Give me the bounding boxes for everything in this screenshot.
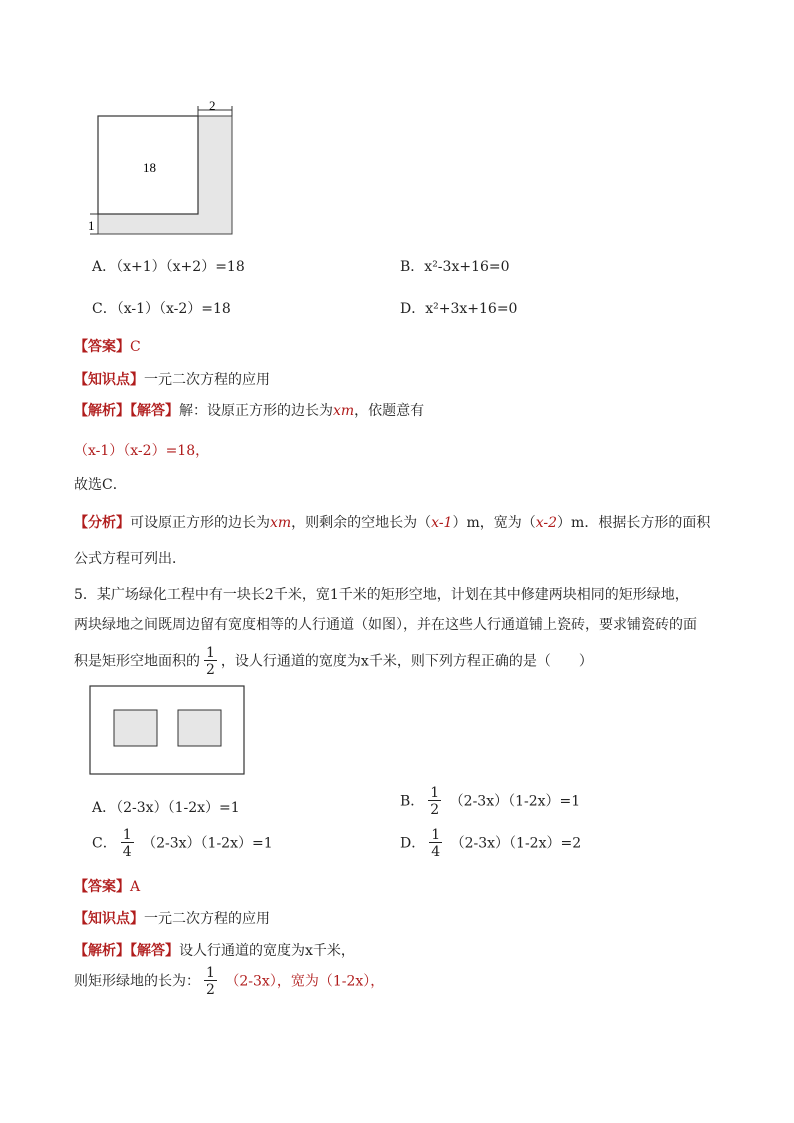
q5-stem-line2: 两块绿地之间既周边留有宽度相等的人行通道（如图），并在这些人行通道铺上瓷砖，要求铺瓷砖的面 (74, 617, 697, 633)
q4-option-b: B．x²-3x+16=0 (400, 259, 510, 275)
q4-knowledge-point: 【知识点】一元二次方程的应用 (74, 372, 270, 388)
q4-answer: 【答案】C (74, 339, 141, 355)
q4-option-c: C．（x-1）（x-2）=18 (92, 301, 231, 317)
q4-option-a: A．（x+1）（x+2）=18 (92, 259, 245, 275)
q4-conclusion: 故选C． (74, 477, 127, 493)
q5-stem-line3: 积是矩形空地面积的 $\frac{1}{2}$ ，设人行通道的宽度为x千米，则下列方程正确的是（ ） (74, 645, 593, 678)
q5-stem-line1: 5．某广场绿化工程中有一块长2千米，宽1千米的矩形空地，计划在其中修建两块相同的矩形绿地， (74, 587, 689, 603)
q5-option-b: B． $\frac{1}{2}$ （2-3x）（1-2x）=1 (400, 785, 581, 818)
q4-analysis: 【分析】可设原正方形的边长为xm，则剩余的空地长为（x-1）m，宽为（x-2）m．根据长方形的面积 (74, 515, 711, 531)
fraction-half: $\frac{1}{2}$ (206, 645, 215, 678)
q5-option-a: A．（2-3x）（1-2x）=1 (92, 800, 240, 816)
q4-equation: （x-1）（x-2）=18， (74, 443, 210, 459)
dim-left-label: 1 (88, 218, 95, 233)
q5-knowledge-point: 【知识点】一元二次方程的应用 (74, 911, 270, 927)
square-figure (86, 96, 246, 238)
q5-option-d: D． $\frac{1}{4}$ （2-3x）（1-2x）=2 (400, 827, 582, 860)
dim-top-label: 2 (209, 98, 216, 113)
area-label: 18 (143, 160, 156, 175)
q4-solution-intro: 【解析】【解答】解：设原正方形的边长为xm，依题意有 (74, 403, 425, 419)
q4-analysis-line2: 公式方程可列出． (74, 551, 186, 567)
q4-option-d: D．x²+3x+16=0 (400, 301, 518, 317)
rectangle-plan-figure (88, 684, 250, 778)
q5-solution-intro: 【解析】【解答】设人行通道的宽度为x千米， (74, 943, 355, 959)
q5-answer: 【答案】A (74, 879, 141, 895)
q5-option-c: C． $\frac{1}{4}$ （2-3x）（1-2x）=1 (92, 827, 273, 860)
q5-solution-line: 则矩形绿地的长为： $\frac{1}{2}$ （2-3x），宽为（1-2x）， (74, 965, 385, 998)
